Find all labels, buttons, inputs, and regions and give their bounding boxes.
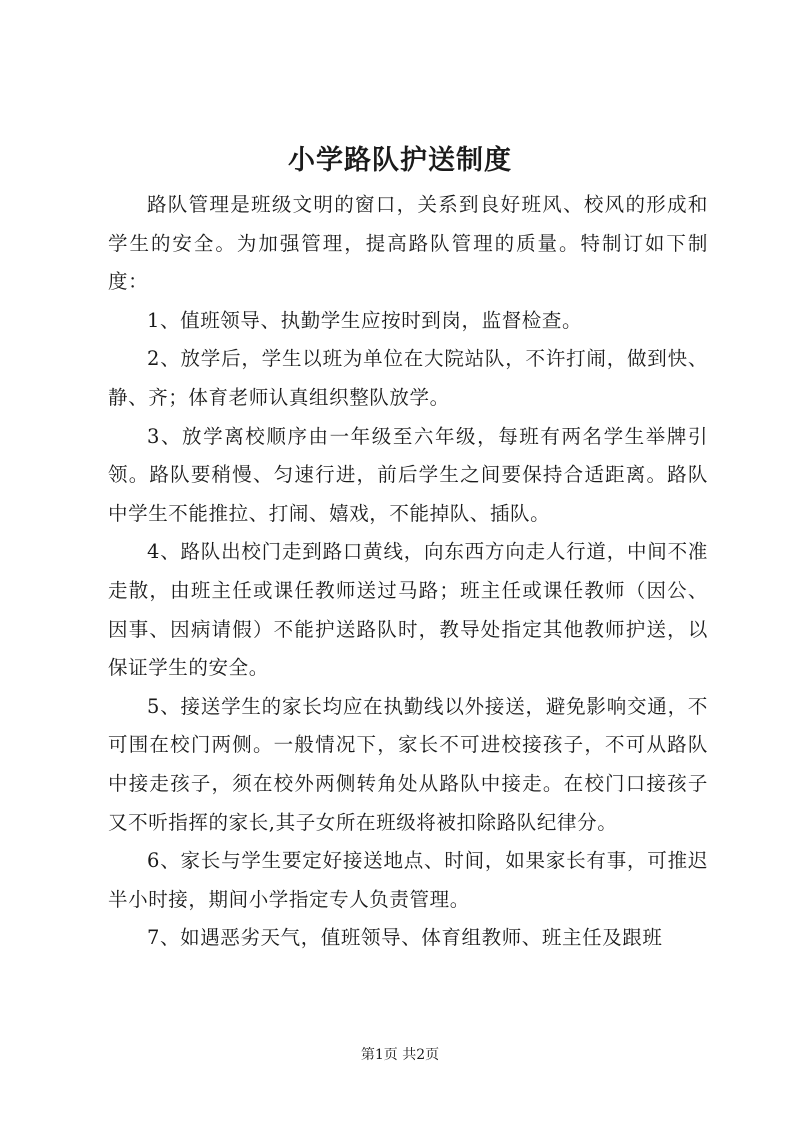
paragraph-item-1: 1、值班领导、执勤学生应按时到岗，监督检查。 [147,308,583,332]
paragraph-item-3: 3、放学离校顺序由一年级至六年级，每班有两名学生举牌引领。路队要稍慢、匀速行进，前后学生之间要保持合适距离。路队中学生不能推拉、打闹、嬉戏，不能掉队、插队。 [108,424,708,525]
paragraph-item-2: 2、放学后，学生以班为单位在大院站队，不许打闹，做到快、静、齐；体育老师认真组织整队放学。 [108,347,708,409]
page-footer: 第1页 共2页 [360,1047,440,1063]
paragraph-item-7: 7、如遇恶劣天气，值班领导、体育组教师、班主任及跟班 [147,926,663,950]
paragraph-intro: 路队管理是班级文明的窗口，关系到良好班风、校风的形成和学生的安全。为加强管理，提高路队管理的质量。特制订如下制度： [108,193,708,294]
document-body [108,186,708,958]
paragraph-item-5: 5、接送学生的家长均应在执勤线以外接送，避免影响交通，不可围在校门两侧。一般情况下，家长不可进校接孩子，不可从路队中接走孩子，须在校外两侧转角处从路队中接走。在校门口接孩子又不听指挥的家长,其子女所在班级将被扣除路队纪律分。 [108,694,708,834]
document-title: 小学路队护送制度 [288,145,512,176]
paragraph-item-6: 6、家长与学生要定好接送地点、时间，如果家长有事，可推迟半小时接，期间小学指定专人负责管理。 [108,849,708,911]
paragraph-item-4: 4、路队出校门走到路口黄线，向东西方向走人行道，中间不准走散，由班主任或课任教师送过马路；班主任或课任教师（因公、因事、因病请假）不能护送路队时，教导处指定其他教师护送，以保证学生的安全。 [108,540,708,680]
